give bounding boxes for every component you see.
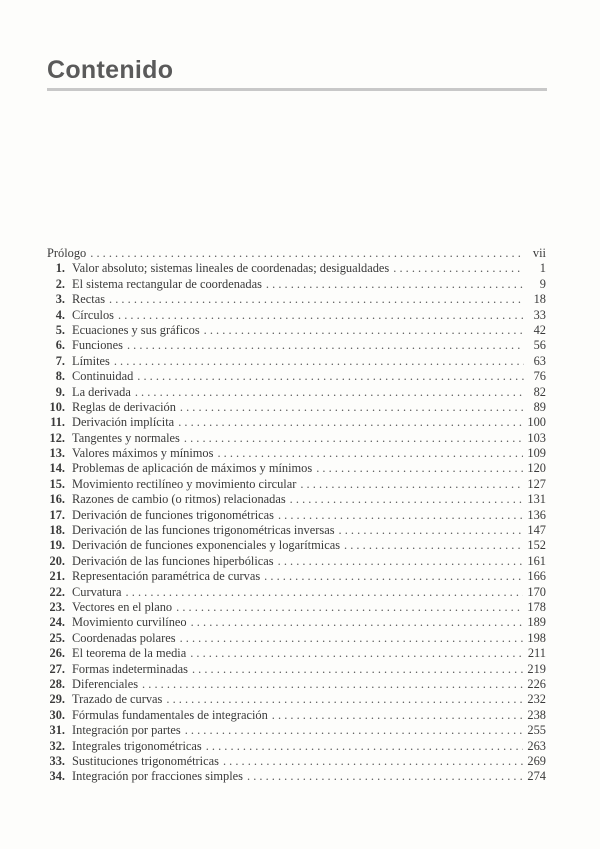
chapter-number: 8.: [55, 369, 65, 384]
dot-leader: [180, 400, 524, 415]
chapter-number: 10.: [49, 399, 65, 414]
chapter-number: 27.: [49, 661, 65, 676]
page-number: 211: [527, 646, 546, 661]
dot-leader: [166, 692, 523, 707]
chapter-title: Prólogo: [47, 246, 87, 260]
chapter-title: Representación paramétrica de curvas: [72, 569, 261, 584]
page-number: 152: [527, 538, 546, 553]
dot-leader: [135, 385, 524, 400]
dot-leader: [176, 600, 523, 615]
chapter-title: Vectores en el plano: [72, 599, 173, 614]
chapter-title: Valores máximos y mínimos: [72, 446, 214, 461]
toc-entry: [47, 446, 546, 461]
chapter-number: 4.: [55, 307, 65, 322]
toc-entry: [47, 492, 546, 507]
toc-entry: [47, 400, 546, 415]
chapter-title: Tangentes y normales: [72, 430, 180, 445]
page-number: 263: [527, 738, 546, 753]
page-number: 274: [527, 769, 546, 784]
table-of-contents: [47, 246, 546, 785]
dot-leader: [118, 308, 524, 323]
dot-leader: [127, 338, 524, 353]
page-number: 76: [533, 369, 546, 384]
toc-entry: [47, 600, 546, 615]
chapter-number: 13.: [49, 446, 65, 461]
page-number: 89: [533, 399, 546, 414]
page-number: 18: [533, 292, 546, 307]
toc-entry: [47, 723, 546, 738]
dot-leader: [114, 354, 524, 369]
toc-entry: [47, 569, 546, 584]
chapter-title: Derivación de las funciones trigonométricas inversas: [72, 523, 335, 538]
chapter-number: 2.: [55, 276, 65, 291]
chapter-number: 31.: [49, 723, 65, 738]
page-title: Contenido: [47, 56, 174, 84]
toc-entry: [47, 769, 546, 784]
dot-leader: [393, 261, 524, 276]
dot-leader: [192, 662, 523, 677]
page-number: 198: [527, 630, 546, 645]
chapter-title: Derivación de funciones trigonométricas: [72, 507, 274, 522]
page-number: 1: [539, 261, 546, 276]
chapter-title: El sistema rectangular de coordenadas: [72, 276, 262, 291]
chapter-number: 24.: [49, 615, 65, 630]
chapter-title: Derivación de las funciones hiperbólicas: [72, 553, 274, 568]
page-number: 9: [539, 276, 546, 291]
chapter-number: 28.: [49, 676, 65, 691]
toc-entry: [47, 646, 546, 661]
chapter-title: Continuidad: [72, 369, 134, 384]
chapter-title: Derivación de funciones exponenciales y logarítmicas: [72, 538, 341, 553]
dot-leader: [300, 477, 523, 492]
chapter-title: Integración por partes: [72, 723, 181, 738]
toc-entry: [47, 708, 546, 723]
dot-leader: [290, 492, 524, 507]
toc-entry: [47, 523, 546, 538]
toc-entry: [47, 431, 546, 446]
toc-entry: [47, 662, 546, 677]
page-number: 166: [527, 569, 546, 584]
chapter-number: 19.: [49, 538, 65, 553]
dot-leader: [142, 677, 523, 692]
chapter-title: Trazado de curvas: [72, 692, 163, 707]
toc-entry: [47, 477, 546, 492]
chapter-number: 33.: [49, 753, 65, 768]
toc-entry: [47, 754, 546, 769]
chapter-number: 26.: [49, 646, 65, 661]
page-number: 131: [527, 492, 546, 507]
page-number: 42: [533, 322, 546, 337]
chapter-title: La derivada: [72, 384, 131, 399]
chapter-title: Funciones: [72, 338, 123, 353]
dot-leader: [223, 754, 523, 769]
toc-entry: [47, 554, 546, 569]
dot-leader: [204, 323, 524, 338]
chapter-title: Integrales trigonométricas: [72, 738, 202, 753]
dot-leader: [217, 446, 523, 461]
chapter-number: 16.: [49, 492, 65, 507]
dot-leader: [339, 523, 524, 538]
page-number: 238: [527, 707, 546, 722]
dot-leader: [264, 569, 523, 584]
chapter-number: 20.: [49, 553, 65, 568]
page-number: 109: [527, 446, 546, 461]
chapter-number: 9.: [55, 384, 65, 399]
page-number: 56: [533, 338, 546, 353]
toc-entry: [47, 246, 546, 261]
toc-entry: [47, 277, 546, 292]
dot-leader: [180, 631, 524, 646]
toc-entry: [47, 338, 546, 353]
chapter-title: Sustituciones trigonométricas: [72, 753, 219, 768]
chapter-number: 34.: [49, 769, 65, 784]
toc-entry: [47, 585, 546, 600]
chapter-number: 14.: [49, 461, 65, 476]
dot-leader: [344, 538, 523, 553]
page-number: 103: [527, 430, 546, 445]
chapter-title: Razones de cambio (o ritmos) relacionadas: [72, 492, 286, 507]
dot-leader: [126, 585, 524, 600]
page-number: 219: [527, 661, 546, 676]
chapter-number: 29.: [49, 692, 65, 707]
dot-leader: [316, 461, 523, 476]
dot-leader: [266, 277, 524, 292]
dot-leader: [272, 708, 524, 723]
chapter-number: 6.: [55, 338, 65, 353]
page-number: 232: [527, 692, 546, 707]
dot-leader: [278, 508, 523, 523]
chapter-title: Curvatura: [72, 584, 122, 599]
toc-entry: [47, 369, 546, 384]
chapter-number: 25.: [49, 630, 65, 645]
dot-leader: [190, 646, 524, 661]
toc-entry: [47, 308, 546, 323]
page-number: 269: [527, 753, 546, 768]
page-number: 127: [527, 476, 546, 491]
chapter-title: Diferenciales: [72, 676, 139, 691]
toc-entry: [47, 461, 546, 476]
page-number: 100: [527, 415, 546, 430]
page-number: 136: [527, 507, 546, 522]
chapter-number: 18.: [49, 523, 65, 538]
toc-entry: [47, 323, 546, 338]
chapter-title: Fórmulas fundamentales de integración: [72, 707, 268, 722]
chapter-number: 3.: [55, 292, 65, 307]
toc-entry: [47, 538, 546, 553]
chapter-number: 21.: [49, 569, 65, 584]
dot-leader: [191, 615, 524, 630]
chapter-number: 17.: [49, 507, 65, 522]
page-number: 255: [527, 723, 546, 738]
chapter-title: Límites: [72, 353, 110, 368]
dot-leader: [184, 431, 524, 446]
dot-leader: [109, 292, 524, 307]
chapter-title: Integración por fracciones simples: [72, 769, 243, 784]
toc-entry: [47, 739, 546, 754]
chapter-number: 23.: [49, 599, 65, 614]
chapter-title: Derivación implícita: [72, 415, 175, 430]
page-number: 147: [527, 523, 546, 538]
title-rule: [47, 88, 547, 91]
chapter-title: Formas indeterminadas: [72, 661, 188, 676]
page-number: 170: [527, 584, 546, 599]
page-number: 178: [527, 599, 546, 614]
dot-leader: [185, 723, 524, 738]
chapter-number: 15.: [49, 476, 65, 491]
page-number: 226: [527, 676, 546, 691]
toc-entry: [47, 354, 546, 369]
chapter-number: 11.: [50, 415, 65, 430]
dot-leader: [137, 369, 524, 384]
chapter-number: 32.: [49, 738, 65, 753]
toc-entry: [47, 261, 546, 276]
chapter-title: Problemas de aplicación de máximos y mínimos: [72, 461, 313, 476]
dot-leader: [178, 415, 523, 430]
chapter-title: Círculos: [72, 307, 114, 322]
page-number: 120: [527, 461, 546, 476]
dot-leader: [278, 554, 524, 569]
chapter-number: 7.: [55, 353, 65, 368]
page-number: 161: [527, 553, 546, 568]
chapter-title: Movimiento curvilíneo: [72, 615, 187, 630]
toc-entry: [47, 415, 546, 430]
chapter-number: 22.: [49, 584, 65, 599]
chapter-number: 12.: [49, 430, 65, 445]
page-number: 63: [533, 353, 546, 368]
dot-leader: [206, 739, 524, 754]
chapter-title: Ecuaciones y sus gráficos: [72, 322, 200, 337]
page-number: vii: [532, 246, 546, 260]
dot-leader: [247, 769, 523, 784]
toc-entry: [47, 292, 546, 307]
page-number: 189: [527, 615, 546, 630]
toc-entry: [47, 692, 546, 707]
page-number: 33: [533, 307, 546, 322]
chapter-number: 1.: [55, 261, 65, 276]
chapter-title: El teorema de la media: [72, 646, 187, 661]
chapter-title: Rectas: [72, 292, 106, 307]
toc-entry: [47, 385, 546, 400]
chapter-title: Valor absoluto; sistemas lineales de coordenadas; desigualdades: [72, 261, 390, 276]
chapter-title: Coordenadas polares: [72, 630, 176, 645]
chapter-title: Reglas de derivación: [72, 399, 176, 414]
page-number: 82: [533, 384, 546, 399]
chapter-number: 5.: [55, 322, 65, 337]
dot-leader: [90, 246, 524, 261]
toc-entry: [47, 677, 546, 692]
toc-entry: [47, 631, 546, 646]
chapter-number: 30.: [49, 707, 65, 722]
toc-entry: [47, 508, 546, 523]
toc-entry: [47, 615, 546, 630]
chapter-title: Movimiento rectilíneo y movimiento circular: [72, 476, 297, 491]
